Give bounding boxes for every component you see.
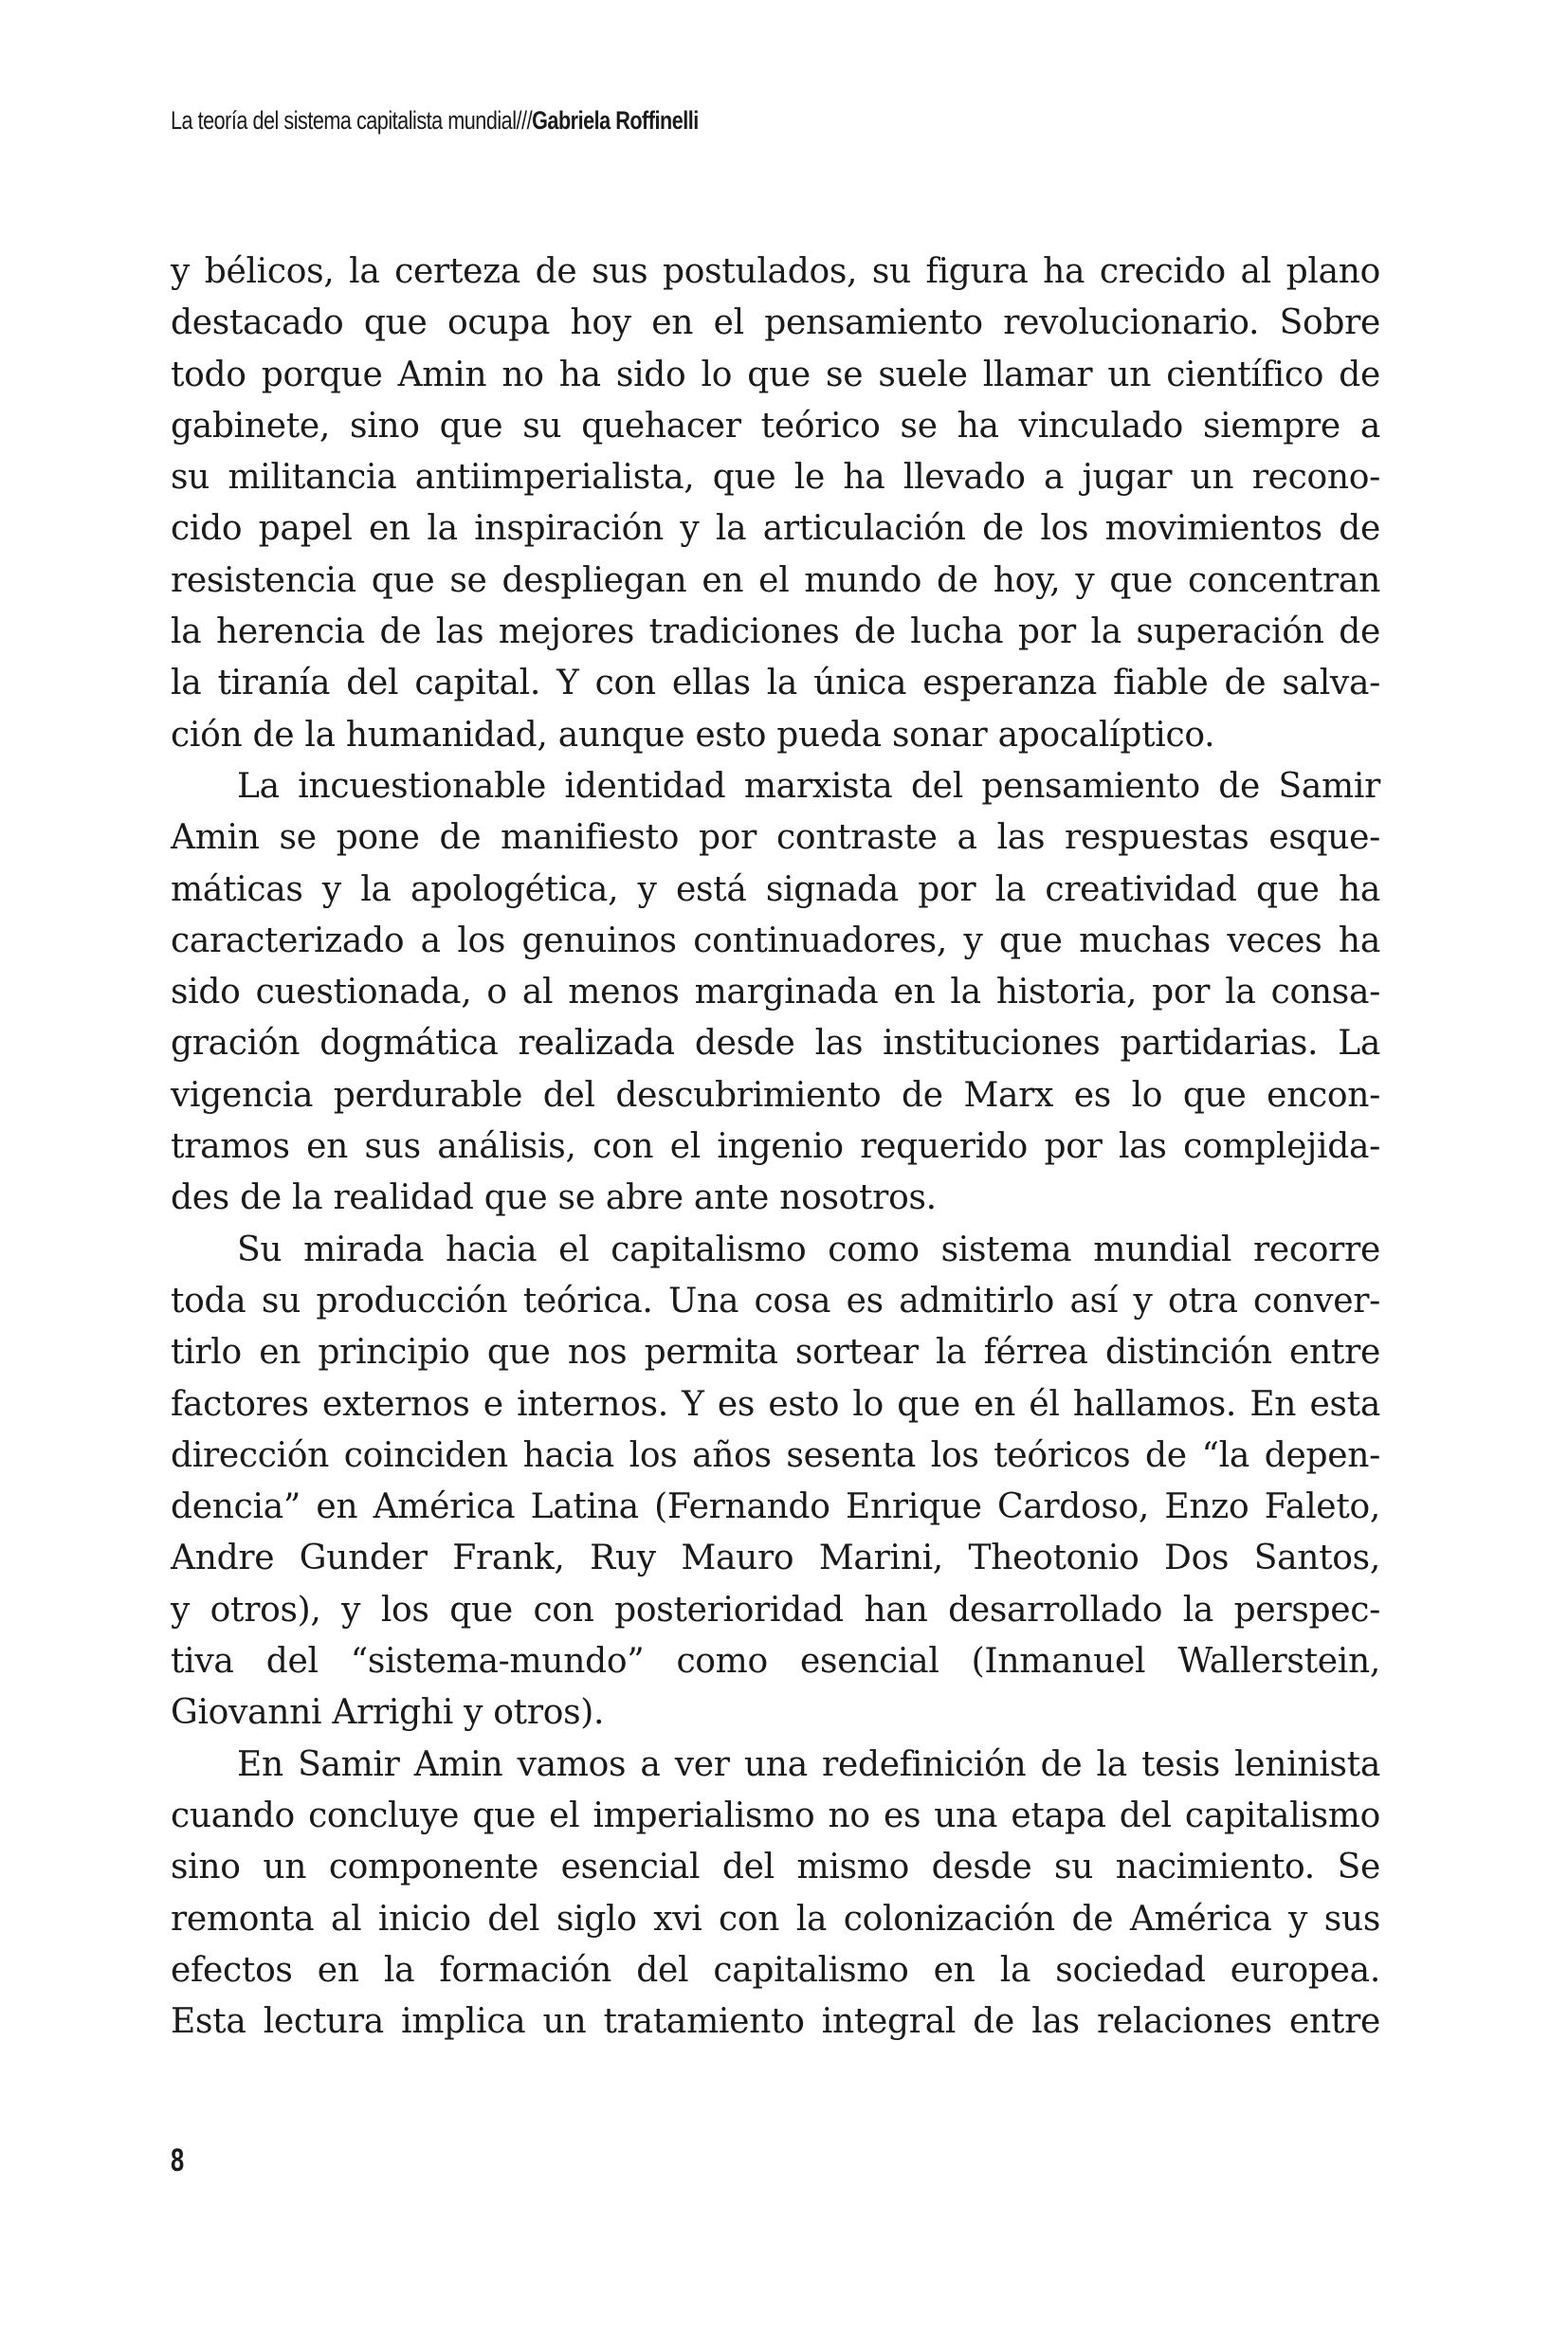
text-line: remonta al inicio del siglo xvi con la colonización de América y sus — [171, 1899, 1380, 1939]
text-line: Amin se pone de manifiesto por contraste a las respuestas esque- — [171, 818, 1380, 858]
text-line: gabinete, sino que su quehacer teórico se ha vinculado siempre a — [171, 406, 1380, 446]
page-number: 8 — [171, 2142, 185, 2178]
text-line: sido cuestionada, o al menos marginada en la historia, por la consa- — [171, 973, 1380, 1012]
text-line: factores externos e internos. Y es esto lo que en él hallamos. En esta — [171, 1384, 1380, 1424]
text-line: tiva del “sistema-mundo” como esencial (Inmanuel Wallerstein, — [171, 1642, 1380, 1682]
paragraph — [171, 1225, 1380, 1740]
text-line: gración dogmática realizada desde las instituciones partidarias. La — [171, 1024, 1380, 1064]
paragraph — [171, 1740, 1380, 2049]
text-line: su militancia antiimperialista, que le ha llevado a jugar un recono- — [171, 458, 1380, 498]
text-line: des de la realidad que se abre ante nosotros. — [171, 1178, 937, 1218]
text-line: dencia” en América Latina (Fernando Enrique Cardoso, Enzo Faleto, — [171, 1487, 1380, 1527]
text-line: resistencia que se despliegan en el mundo de hoy, y que concentran — [171, 560, 1380, 600]
text-line: sino un componente esencial del mismo desde su nacimiento. Se — [171, 1848, 1380, 1887]
text-line: Andre Gunder Frank, Ruy Mauro Marini, Theotonio Dos Santos, — [171, 1539, 1380, 1578]
paragraph — [171, 246, 1380, 761]
text-line: efectos en la formación del capitalismo en la sociedad europea. — [171, 1950, 1380, 1990]
text-line: En Samir Amin vamos a ver una redefinición de la tesis leninista — [237, 1744, 1380, 1784]
text-line: tramos en sus análisis, con el ingenio requerido por las complejida- — [171, 1127, 1380, 1167]
running-head — [171, 106, 699, 136]
text-line: vigencia perdurable del descubrimiento de Marx es lo que encon- — [171, 1075, 1380, 1115]
text-line: La incuestionable identidad marxista del pensamiento de Samir — [237, 766, 1380, 806]
body-text — [171, 246, 1380, 2048]
paragraph — [171, 761, 1380, 1225]
text-line: caracterizado a los genuinos continuadores, y que muchas veces ha — [171, 920, 1380, 960]
text-line: tirlo en principio que nos permita sortear la férrea distinción entre — [171, 1333, 1380, 1373]
running-head-author: Gabriela Roffinelli — [532, 106, 699, 135]
text-line: destacado que ocupa hoy en el pensamiento revolucionario. Sobre — [171, 303, 1380, 343]
text-line: ción de la humanidad, aunque esto pueda sonar apocalíptico. — [171, 715, 1215, 755]
text-line: Esta lectura implica un tratamiento integral de las relaciones entre — [171, 2002, 1380, 2042]
text-line: y otros), y los que con posterioridad han desarrollado la perspec- — [171, 1590, 1380, 1630]
text-line: máticas y la apologética, y está signada por la creatividad que ha — [171, 869, 1380, 909]
text-line: todo porque Amin no ha sido lo que se suele llamar un científico de — [171, 355, 1380, 394]
text-line: cido papel en la inspiración y la articulación de los movimientos de — [171, 509, 1380, 549]
running-head-title: La teoría del sistema capitalista mundial/// — [171, 106, 533, 135]
text-line: y bélicos, la certeza de sus postulados, su figura ha crecido al plano — [171, 252, 1380, 291]
text-line: Su mirada hacia el capitalismo como sistema mundial recorre — [237, 1230, 1380, 1269]
text-line: la tiranía del capital. Y con ellas la única esperanza fiable de salva- — [171, 664, 1380, 703]
text-line: dirección coinciden hacia los años sesenta los teóricos de “la depen- — [171, 1435, 1380, 1475]
text-line: la herencia de las mejores tradiciones de lucha por la superación de — [171, 612, 1380, 652]
text-line: Giovanni Arrighi y otros). — [171, 1693, 605, 1733]
text-line: toda su producción teórica. Una cosa es admitirlo así y otra conver- — [171, 1281, 1380, 1321]
text-line: cuando concluye que el imperialismo no es una etapa del capitalismo — [171, 1795, 1380, 1835]
